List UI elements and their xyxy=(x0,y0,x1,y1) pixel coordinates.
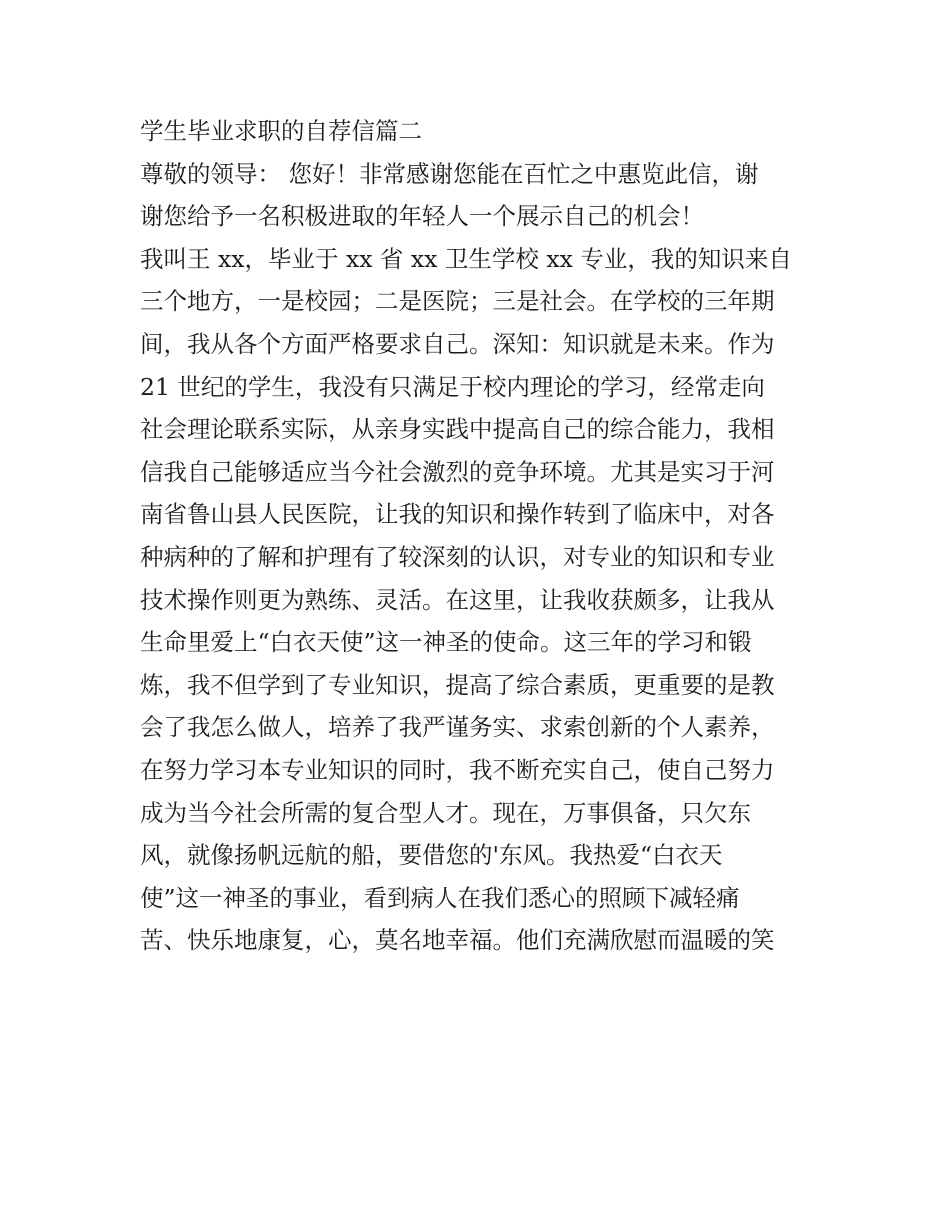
text-line-3: 我叫王 xx，毕业于 xx 省 xx 卫生学校 xx 专业，我的知识来自 xyxy=(140,244,792,273)
text-line-8: 信我自己能够适应当今社会激烈的竞争环境。尤其是实习于河 xyxy=(140,457,775,486)
text-line-18: 使”这一神圣的事业，看到病人在我们悉心的照顾下减轻痛 xyxy=(140,883,740,912)
text-line-13: 炼，我不但学到了专业知识，提高了综合素质，更重要的是教 xyxy=(140,670,775,699)
text-line-11: 技术操作则更为熟练、灵活。在这里，让我收获颇多，让我从 xyxy=(140,585,775,614)
text-line-12: 生命里爱上“白衣天使”这一神圣的使命。这三年的学习和锻 xyxy=(140,628,752,657)
document-title: 学生毕业求职的自荐信篇二 xyxy=(140,117,422,145)
text-line-6: 21 世纪的学生，我没有只满足于校内理论的学习，经常走向 xyxy=(140,372,765,401)
text-line-7: 社会理论联系实际，从亲身实践中提高自己的综合能力，我相 xyxy=(140,415,775,444)
text-line-1: 尊敬的领导： 您好！非常感谢您能在百忙之中惠览此信，谢 xyxy=(140,159,759,188)
letter-body xyxy=(140,110,830,962)
text-line-5: 间，我从各个方面严格要求自己。深知：知识就是未来。作为 xyxy=(140,329,775,358)
text-line-4: 三个地方，一是校园；二是医院；三是社会。在学校的三年期 xyxy=(140,287,775,316)
text-line-17: 风，就像扬帆远航的船，要借您的'东风。我热爱“白衣天 xyxy=(140,841,723,870)
text-line-2: 谢您给予一名积极进取的年轻人一个展示自己的机会！ xyxy=(140,202,704,231)
text-line-15: 在努力学习本专业知识的同时，我不断充实自己，使自己努力 xyxy=(140,755,775,784)
text-line-9: 南省鲁山县人民医院，让我的知识和操作转到了临床中，对各 xyxy=(140,500,775,529)
text-line-19: 苦、快乐地康复，心，莫名地幸福。他们充满欣慰而温暖的笑 xyxy=(140,926,775,955)
text-line-14: 会了我怎么做人，培养了我严谨务实、求索创新的个人素养， xyxy=(140,713,775,742)
text-line-16: 成为当今社会所需的复合型人才。现在，万事俱备，只欠东 xyxy=(140,798,751,827)
text-line-10: 种病种的了解和护理有了较深刻的认识，对专业的知识和专业 xyxy=(140,542,775,571)
